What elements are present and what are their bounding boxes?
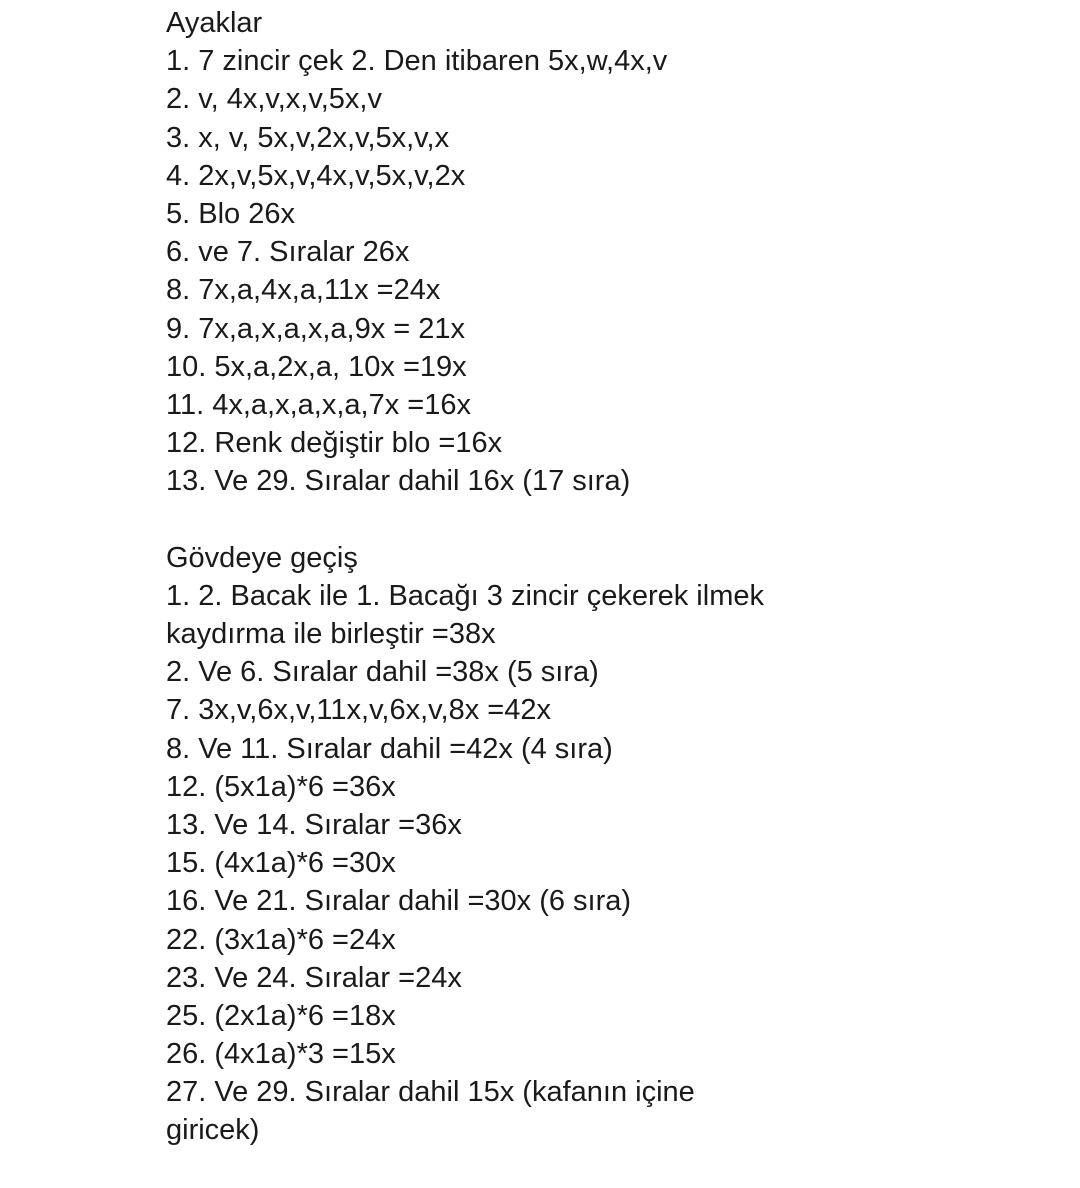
- govde-row-3: 2. Ve 6. Sıralar dahil =38x (5 sıra): [166, 656, 599, 689]
- ayaklar-row-2: 2. v, 4x,v,x,v,5x,v: [166, 83, 382, 116]
- pattern-document: [166, 4, 1066, 1150]
- ayaklar-row-3: 3. x, v, 5x,v,2x,v,5x,v,x: [166, 121, 450, 154]
- ayaklar-row-10: 11. 4x,a,x,a,x,a,7x =16x: [166, 388, 471, 421]
- ayaklar-row-1: 1. 7 zincir çek 2. Den itibaren 5x,w,4x,v: [166, 45, 668, 78]
- govde-row-4: 7. 3x,v,6x,v,11x,v,6x,v,8x =42x: [166, 694, 551, 727]
- govde-row-15: giricek): [166, 1114, 260, 1147]
- section-divider: [166, 500, 1066, 538]
- govde-row-14: 27. Ve 29. Sıralar dahil 15x (kafanın içine: [166, 1076, 695, 1109]
- govde-row-13: 26. (4x1a)*3 =15x: [166, 1038, 396, 1071]
- govde-row-1: 1. 2. Bacak ile 1. Bacağı 3 zincir çekerek ilmek: [166, 579, 764, 612]
- govde-row-7: 13. Ve 14. Sıralar =36x: [166, 808, 462, 841]
- section-title-govdeye-gecis: Gövdeye geçiş: [166, 541, 358, 574]
- govde-row-6: 12. (5x1a)*6 =36x: [166, 770, 396, 803]
- govde-row-11: 23. Ve 24. Sıralar =24x: [166, 961, 462, 994]
- govde-row-5: 8. Ve 11. Sıralar dahil =42x (4 sıra): [166, 732, 613, 765]
- ayaklar-row-5: 5. Blo 26x: [166, 197, 295, 230]
- govde-row-9: 16. Ve 21. Sıralar dahil =30x (6 sıra): [166, 885, 632, 918]
- ayaklar-row-11: 12. Renk değiştir blo =16x: [166, 427, 503, 460]
- ayaklar-row-6: 6. ve 7. Sıralar 26x: [166, 236, 410, 269]
- govde-row-10: 22. (3x1a)*6 =24x: [166, 923, 396, 956]
- ayaklar-row-12: 13. Ve 29. Sıralar dahil 16x (17 sıra): [166, 465, 631, 498]
- section-title-ayaklar: Ayaklar: [166, 7, 263, 39]
- govde-row-12: 25. (2x1a)*6 =18x: [166, 999, 396, 1032]
- ayaklar-row-9: 10. 5x,a,2x,a, 10x =19x: [166, 350, 467, 383]
- govde-row-2: kaydırma ile birleştir =38x: [166, 618, 496, 650]
- ayaklar-row-8: 9. 7x,a,x,a,x,a,9x = 21x: [166, 312, 466, 345]
- ayaklar-row-4: 4. 2x,v,5x,v,4x,v,5x,v,2x: [166, 159, 466, 192]
- govde-row-8: 15. (4x1a)*6 =30x: [166, 847, 396, 880]
- ayaklar-row-7: 8. 7x,a,4x,a,11x =24x: [166, 274, 441, 307]
